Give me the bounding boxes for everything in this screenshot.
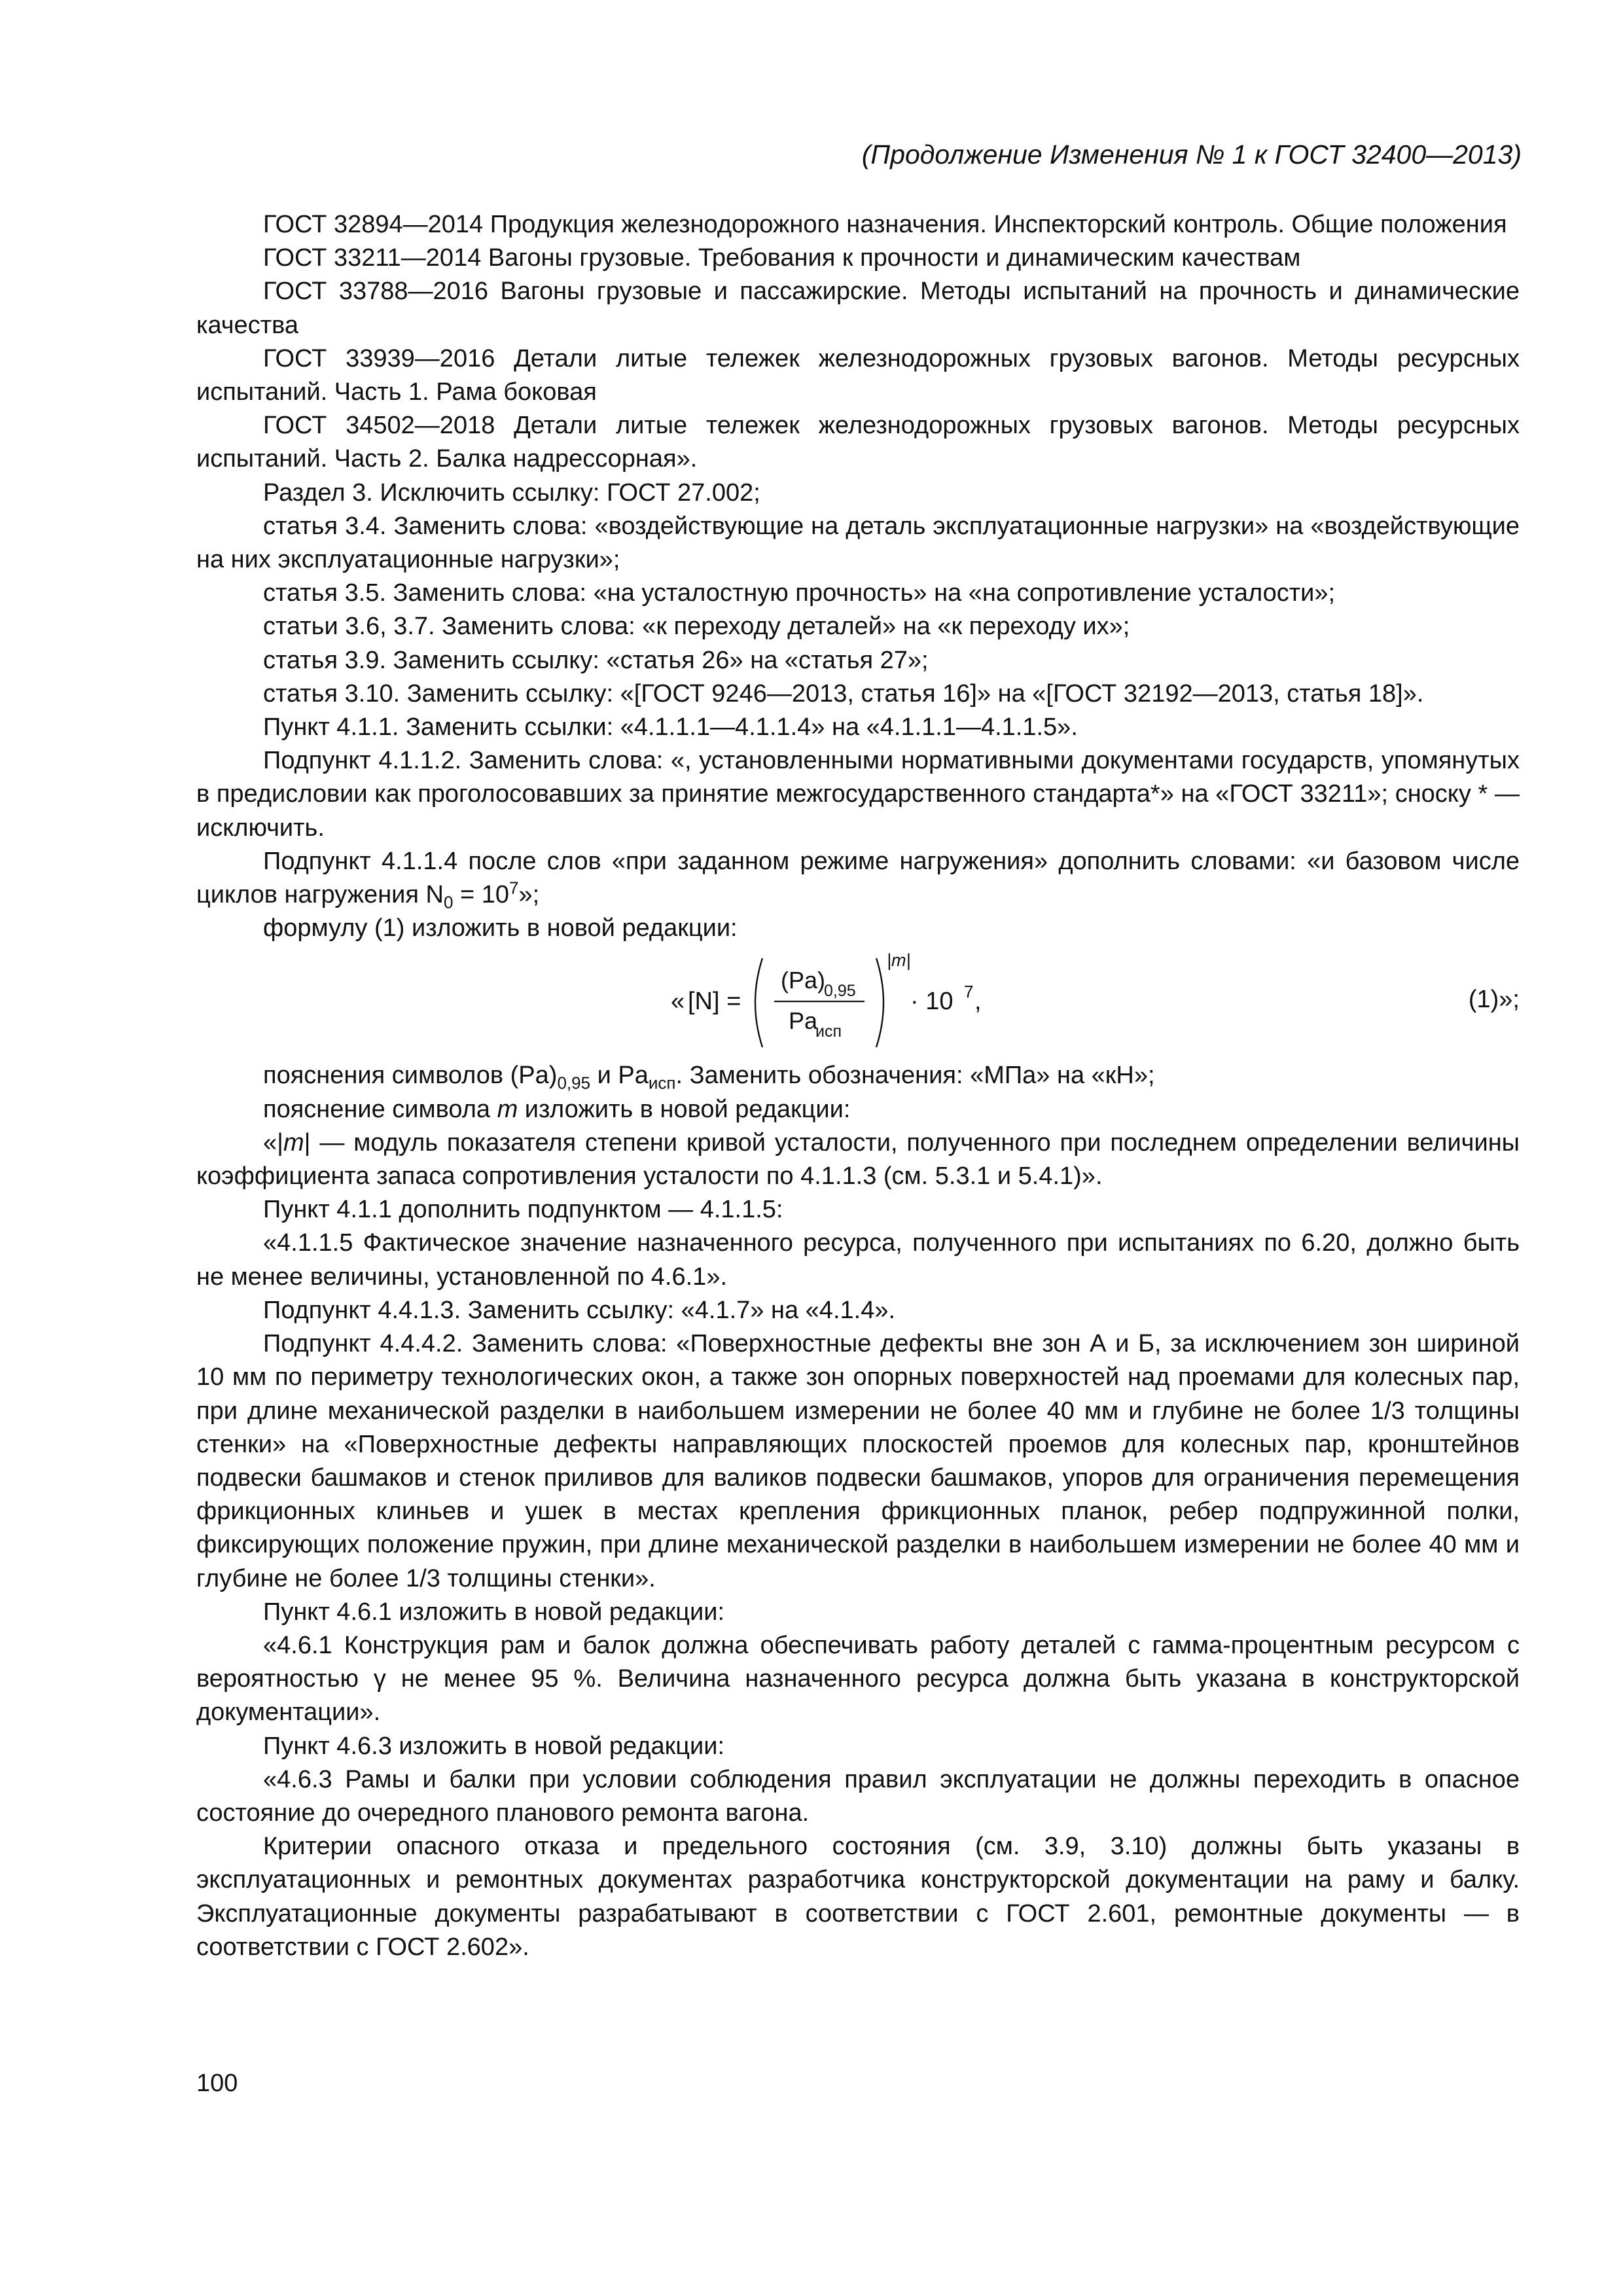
left-paren — [755, 958, 762, 1047]
superscript: 7 — [509, 878, 519, 898]
paragraph: Пункт 4.6.3 изложить в новой редакции: — [263, 1732, 725, 1760]
text-start: «| — [263, 1128, 284, 1157]
symbol-m: m — [497, 1095, 518, 1123]
paragraph: Подпункт 4.4.4.2. Заменить слова: «Поверхностные дефекты вне зон А и Б, за исключением зон шириной 10 мм по периметру технологических окон, а также зон опорных поверхностей над проемами для колесных пар, при длине механической разделки в наибольшем измерении не более 40 мм и глубине не более 1/3 толщины стенки» на «Поверхностные дефекты направляющих плоскостей проемов для колесных пар, кронштейнов подвески башмаков и стенок приливов для валиков подвески башмаков, упоров для ограничения перемещения фрикционных клиньев и ушек в местах крепления фрикционных планок, ребер подпружинной полки, фиксирующих положение пружин, при длине механической разделки в наибольшем измерении не более 40 мм и глубине не более 1/3 толщины стенки». — [196, 1330, 1520, 1592]
paragraph: ГОСТ 33939—2016 Детали литые тележек железнодорожных грузовых вагонов. Методы ресурсных испытаний. Часть 1. Рама боковая — [196, 344, 1520, 406]
text-end: »; — [518, 881, 540, 909]
symbol-m: m — [283, 1128, 304, 1157]
paragraph: Пункт 4.6.1 изложить в новой редакции: — [263, 1598, 725, 1626]
right-paren — [876, 958, 883, 1047]
text-mid: = 10 — [453, 881, 510, 909]
formula-denominator-sub: исп — [815, 1022, 842, 1041]
paragraph: ГОСТ 33211—2014 Вагоны грузовые. Требования к прочности и динамическим качествам — [263, 244, 1301, 272]
formula-multiplier-exp: 7 — [964, 982, 974, 1002]
paragraph-symbols — [196, 1059, 1520, 1092]
subscript: 0,95 — [557, 1073, 591, 1094]
formula-lhs: [N] = — [688, 988, 741, 1016]
paragraph: Пункт 4.1.1 дополнить подпунктом — 4.1.1.5: — [263, 1196, 783, 1224]
paragraph: статья 3.5. Заменить слова: «на усталостную прочность» на «на сопротивление усталости»; — [263, 579, 1336, 607]
formula-denominator: Pa — [789, 1007, 818, 1035]
paragraph: статья 3.9. Заменить ссылку: «статья 26» на «статья 27»; — [263, 646, 929, 674]
paragraph: Раздел 3. Исключить ссылку: ГОСТ 27.002; — [263, 478, 760, 507]
formula-multiplier: · 10 — [910, 988, 954, 1016]
formula-block — [196, 946, 1520, 1059]
paragraph: Подпункт 4.4.1.3. Заменить ссылку: «4.1.7» на «4.1.4». — [263, 1296, 896, 1324]
paragraph: «4.6.1 Конструкция рам и балок должна обеспечивать работу деталей с гамма-процентным ресурсом с вероятностью γ не менее 95 %. Величина назначенного ресурса должна быть указана в конструкторской документации». — [196, 1631, 1520, 1727]
document-body — [196, 208, 1520, 1964]
formula-numerator: (Pa) — [781, 967, 826, 994]
paragraph: ГОСТ 33788—2016 Вагоны грузовые и пассажирские. Методы испытаний на прочность и динамические качества — [196, 278, 1520, 339]
text-mid: и Pa — [590, 1062, 649, 1090]
formula-comma: , — [974, 988, 982, 1016]
paragraph: Подпункт 4.1.1.2. Заменить слова: «, установленными нормативными документами государств, упомянутых в предисловии как проголосовавших за принятие межгосударственного стандарта*» на «ГОСТ 33211»; сноску * — исключить. — [196, 747, 1520, 842]
paragraph: статья 3.10. Заменить ссылку: «[ГОСТ 9246—2013, статья 16]» на «[ГОСТ 32192—2013, статья 18]». — [263, 679, 1424, 708]
text-end: . Заменить обозначения: «МПа» на «кН»; — [675, 1062, 1155, 1090]
text-start: пояснения символов (Pa) — [263, 1062, 558, 1090]
text-start: Подпункт 4.1.1.4 после слов «при заданном режиме нагружения» дополнить словами: «и базовом числе циклов нагружения N — [196, 847, 1520, 909]
formula-numerator-sub: 0,95 — [824, 982, 856, 1001]
paragraph: статья 3.4. Заменить слова: «воздействующие на деталь эксплуатационные нагрузки» на «воздействующие на них эксплуатационные нагрузки»; — [196, 512, 1520, 574]
paragraph: «4.6.3 Рамы и балки при условии соблюдения правил эксплуатации не должны переходить в опасное состояние до очередного планового ремонта вагона. — [196, 1765, 1520, 1827]
formula-exponent: |m| — [887, 950, 911, 971]
text-end: изложить в новой редакции: — [518, 1095, 851, 1123]
paragraph-symbol-m — [196, 1093, 1520, 1126]
running-header: (Продолжение Изменения № 1 к ГОСТ 32400—2013) — [861, 139, 1522, 170]
paragraph-base-cycles — [196, 845, 1520, 912]
equation-number: (1)»; — [1468, 986, 1520, 1014]
paragraph-m-definition — [196, 1126, 1520, 1193]
paragraph: формулу (1) изложить в новой редакции: — [263, 914, 738, 942]
text-end: | — модуль показателя степени кривой усталости, полученного при последнем определении величины коэффициента запаса сопротивления усталости по 4.1.1.3 (см. 5.3.1 и 5.4.1)». — [196, 1128, 1520, 1191]
page-number: 100 — [196, 2070, 238, 2097]
paragraph: Критерии опасного отказа и предельного состояния (см. 3.9, 3.10) должны быть указаны в эксплуатационных и ремонтных документах разработчика конструкторской документации на раму и балку. Эксплуатационные документы разрабатывают в соответствии с ГОСТ 2.601, ремонтные документы — в соответствии с ГОСТ 2.602». — [196, 1833, 1520, 1961]
paragraph: «4.1.1.5 Фактическое значение назначенного ресурса, полученного при испытаниях по 6.20, должно быть не менее величины, установленной по 4.6.1». — [196, 1229, 1520, 1291]
paragraph: Пункт 4.1.1. Заменить ссылки: «4.1.1.1—4.1.1.4» на «4.1.1.1—4.1.1.5». — [263, 713, 1078, 742]
paragraph: ГОСТ 34502—2018 Детали литые тележек железнодорожных грузовых вагонов. Методы ресурсных испытаний. Часть 2. Балка надрессорная». — [196, 412, 1520, 473]
subscript: 0 — [443, 892, 454, 912]
paragraph: ГОСТ 32894—2014 Продукция железнодорожного назначения. Инспекторский контроль. Общие положения — [263, 211, 1507, 238]
subscript: исп — [648, 1073, 676, 1094]
paragraph: статьи 3.6, 3.7. Заменить слова: «к переходу деталей» на «к переходу их»; — [263, 613, 1130, 641]
formula-1 — [671, 946, 1011, 1059]
formula-open-quote: « — [671, 988, 685, 1016]
text-start: пояснение символа — [263, 1095, 497, 1123]
